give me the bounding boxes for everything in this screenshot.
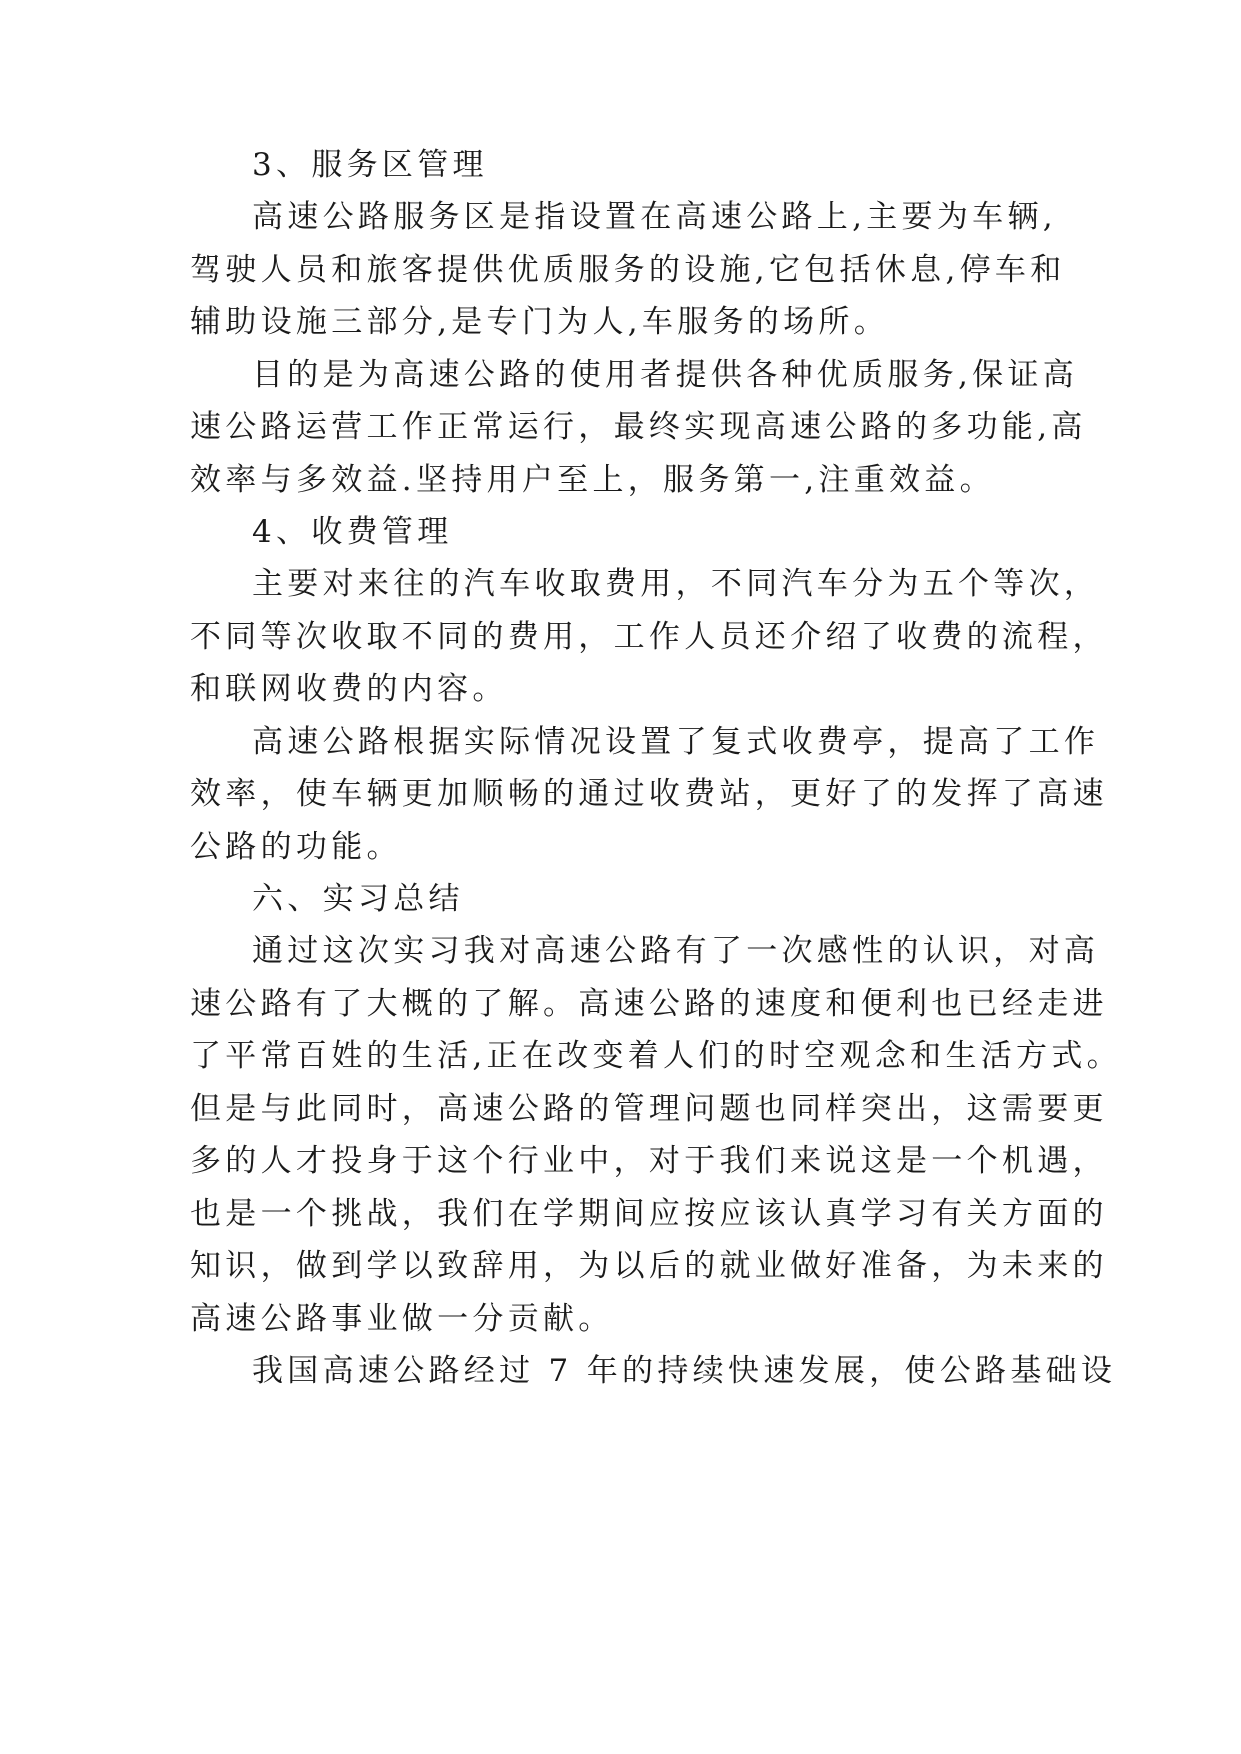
- paragraph-line: 速公路运营工作正常运行，最终实现高速公路的多功能,高: [190, 409, 1087, 445]
- paragraph-line: 高速公路事业做一分贡献。: [190, 1301, 614, 1337]
- paragraph-line: 但是与此同时，高速公路的管理问题也同样突出，这需要更: [190, 1091, 1108, 1127]
- paragraph-line: 也是一个挑战，我们在学期间应按应该认真学习有关方面的: [190, 1196, 1108, 1232]
- section-heading-toll-management: 4、收费管理: [252, 514, 453, 550]
- paragraph-line: 了平常百姓的生活,正在改变着人们的时空观念和生活方式。: [190, 1038, 1122, 1074]
- section-heading-internship-summary: 六、实习总结: [252, 881, 464, 917]
- paragraph-line: 效率，使车辆更加顺畅的通过收费站，更好了的发挥了高速: [190, 776, 1108, 812]
- paragraph-line: 主要对来往的汽车收取费用，不同汽车分为五个等次，: [252, 566, 1100, 602]
- paragraph-line: 速公路有了大概的了解。高速公路的速度和便利也已经走进: [190, 986, 1108, 1022]
- section-heading-service-area: 3、服务区管理: [252, 147, 488, 183]
- paragraph-line: 效率与多效益.坚持用户至上，服务第一,注重效益。: [190, 462, 995, 498]
- paragraph-line: 不同等次收取不同的费用，工作人员还介绍了收费的流程，: [190, 619, 1108, 655]
- paragraph-line: 公路的功能。: [190, 829, 402, 865]
- paragraph-line: 我国高速公路经过 7 年的持续快速发展，使公路基础设: [252, 1353, 1117, 1389]
- paragraph-line: 多的人才投身于这个行业中，对于我们来说这是一个机遇，: [190, 1143, 1108, 1179]
- paragraph-line: 知识，做到学以致辞用，为以后的就业做好准备，为未来的: [190, 1248, 1108, 1284]
- paragraph-line: 辅助设施三部分,是专门为人,车服务的场所。: [190, 304, 890, 340]
- paragraph-line: 驾驶人员和旅客提供优质服务的设施,它包括休息,停车和: [190, 252, 1066, 288]
- paragraph-line: 高速公路根据实际情况设置了复式收费亭，提高了工作: [252, 724, 1100, 760]
- paragraph-line: 目的是为高速公路的使用者提供各种优质服务,保证高: [252, 357, 1079, 393]
- paragraph-line: 和联网收费的内容。: [190, 671, 508, 707]
- paragraph-line: 高速公路服务区是指设置在高速公路上,主要为车辆,: [252, 199, 1057, 235]
- paragraph-line: 通过这次实习我对高速公路有了一次感性的认识，对高: [252, 933, 1100, 969]
